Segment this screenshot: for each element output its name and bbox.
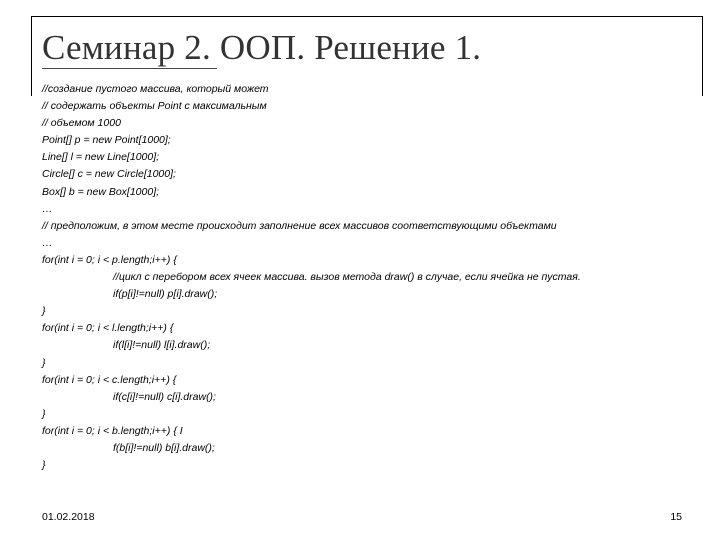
code-line: for(int i = 0; i < b.length;i++) { I: [42, 424, 183, 437]
code-line: Line[] l = new Line[1000];: [42, 151, 160, 164]
code-line: //создание пустого массива, который может: [42, 83, 269, 95]
frame-right-line: [702, 16, 703, 96]
slide-title: Семинар 2. ООП. Решение 1.: [42, 28, 482, 67]
code-line: …: [42, 236, 53, 249]
code-line: }: [42, 305, 46, 318]
code-line: Point[] p = new Point[1000];: [42, 134, 171, 147]
code-line: }: [42, 459, 46, 472]
code-line: Circle[] c = new Circle[1000];: [42, 168, 176, 181]
code-line: }: [42, 407, 46, 420]
code-line: for(int i = 0; i < p.length;i++) {: [42, 253, 177, 266]
code-line: // содержать объекты Point с максимальным: [42, 100, 267, 113]
code-line: if(c[i]!=null) c[i].draw();: [113, 390, 216, 403]
code-line: // объемом 1000: [42, 117, 121, 130]
code-line: for(int i = 0; i < c.length;i++) {: [42, 373, 177, 386]
code-line: if(l[i]!=null) l[i].draw();: [113, 339, 211, 352]
title-underline: [42, 68, 217, 69]
code-line: //цикл с перебором всех ячеек массива. вызов метода draw() в случае, если ячейка не пустая.: [113, 271, 581, 284]
code-block: [42, 81, 702, 474]
frame-top-line: [31, 16, 703, 17]
frame-left-line: [31, 16, 32, 96]
code-line: }: [42, 356, 46, 369]
code-line: …: [42, 202, 53, 215]
footer-date: 01.02.2018: [42, 511, 95, 523]
code-line: // предположим, в этом месте происходит заполнение всех массивов соответствующими объектами: [42, 219, 557, 232]
code-line: for(int i = 0; i < l.length;i++) {: [42, 322, 174, 335]
page-number: 15: [670, 511, 682, 523]
code-line: Box[] b = new Box[1000];: [42, 185, 160, 198]
code-line: f(b[i]!=null) b[i].draw();: [113, 441, 215, 454]
code-line: if(p[i]!=null) p[i].draw();: [113, 288, 218, 301]
